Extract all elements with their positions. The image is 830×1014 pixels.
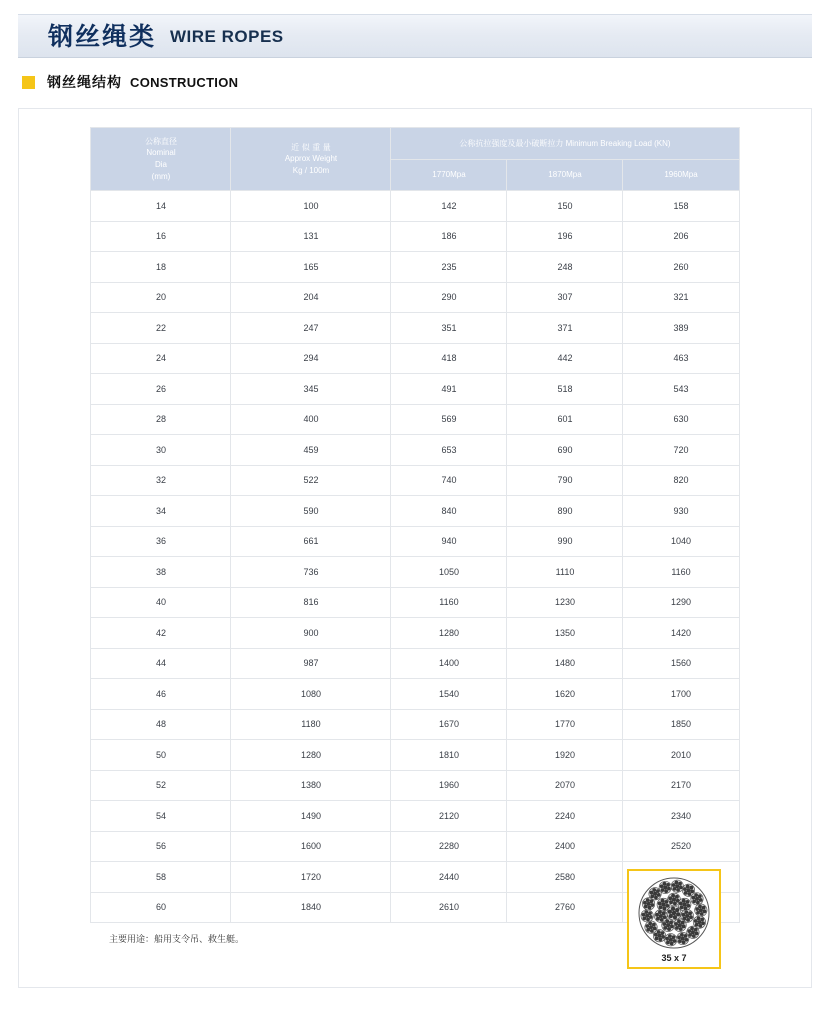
table-row — [91, 557, 739, 588]
table-cell: 1850 — [623, 709, 739, 740]
table-cell: 345 — [231, 374, 391, 405]
table-cell: 294 — [231, 343, 391, 374]
table-cell: 1280 — [231, 740, 391, 771]
table-cell: 204 — [231, 282, 391, 313]
table-head — [91, 128, 739, 191]
table-cell: 44 — [91, 648, 231, 679]
col-header-nominal-dia-unit: (mm) — [151, 171, 171, 181]
table-cell: 459 — [231, 435, 391, 466]
table-row — [91, 526, 739, 557]
table-row — [91, 343, 739, 374]
table-cell: 990 — [507, 526, 623, 557]
table-cell: 248 — [507, 252, 623, 283]
table-cell: 2580 — [507, 862, 623, 893]
col-header-approx-weight-en: Approx Weight — [284, 154, 338, 164]
table-cell: 890 — [507, 496, 623, 527]
table-cell: 56 — [91, 831, 231, 862]
table-cell: 1810 — [391, 740, 507, 771]
table-cell: 1600 — [231, 831, 391, 862]
table-cell: 1700 — [623, 679, 739, 710]
table-row — [91, 587, 739, 618]
table-cell: 22 — [91, 313, 231, 344]
table-cell: 930 — [623, 496, 739, 527]
col-header-approx-weight-cn: 近 似 重 量 — [291, 142, 331, 152]
table-cell: 60 — [91, 892, 231, 923]
col-header-nominal-dia-cn: 公称直径 — [144, 136, 177, 146]
table-cell: 720 — [623, 435, 739, 466]
col-header-approx-weight-unit: Kg / 100m — [292, 165, 330, 175]
table-row — [91, 496, 739, 527]
table-cell: 131 — [231, 221, 391, 252]
table-cell: 2170 — [623, 770, 739, 801]
table-cell: 661 — [231, 526, 391, 557]
page-title-cn: 钢丝绳类 — [48, 21, 157, 51]
table-cell: 1080 — [231, 679, 391, 710]
table-cell: 1670 — [391, 709, 507, 740]
table-cell: 30 — [91, 435, 231, 466]
table-cell: 1380 — [231, 770, 391, 801]
table-cell: 34 — [91, 496, 231, 527]
table-cell: 2070 — [507, 770, 623, 801]
table-cell: 20 — [91, 282, 231, 313]
usage-note: 主要用途：船用支令吊、救生艇。 — [109, 935, 245, 945]
section-heading-en: CONSTRUCTION — [130, 74, 239, 90]
table-cell: 321 — [623, 282, 739, 313]
table-cell: 2760 — [507, 892, 623, 923]
table-cell: 36 — [91, 526, 231, 557]
table-cell: 1180 — [231, 709, 391, 740]
table-cell: 100 — [231, 191, 391, 222]
table-cell: 2400 — [507, 831, 623, 862]
col-header-nominal-dia-en2: Dia — [154, 160, 167, 169]
table-cell: 1400 — [391, 648, 507, 679]
table-cell: 543 — [623, 374, 739, 405]
table-cell: 46 — [91, 679, 231, 710]
table-cell: 2610 — [391, 892, 507, 923]
table-cell: 235 — [391, 252, 507, 283]
table-cell: 1280 — [391, 618, 507, 649]
table-cell: 790 — [507, 465, 623, 496]
table-row — [91, 252, 739, 283]
wire-rope-spec-table — [90, 127, 739, 923]
table-cell: 987 — [231, 648, 391, 679]
table-cell: 2520 — [623, 831, 739, 862]
table-cell: 518 — [507, 374, 623, 405]
table-row — [91, 770, 739, 801]
table-cell: 371 — [507, 313, 623, 344]
table-row — [91, 831, 739, 862]
table-cell: 58 — [91, 862, 231, 893]
table-cell: 196 — [507, 221, 623, 252]
table-cell: 463 — [623, 343, 739, 374]
table-cell: 158 — [623, 191, 739, 222]
table-row — [91, 709, 739, 740]
table-cell: 307 — [507, 282, 623, 313]
table-cell: 26 — [91, 374, 231, 405]
table-cell: 630 — [623, 404, 739, 435]
table-cell: 18 — [91, 252, 231, 283]
table-cell: 816 — [231, 587, 391, 618]
table-cell: 1230 — [507, 587, 623, 618]
table-cell: 150 — [507, 191, 623, 222]
table-cell: 840 — [391, 496, 507, 527]
table-cell: 2240 — [507, 801, 623, 832]
table-cell: 2440 — [391, 862, 507, 893]
table-cell: 1620 — [507, 679, 623, 710]
table-row — [91, 221, 739, 252]
col-header-nominal-dia — [91, 128, 231, 191]
table-row — [91, 679, 739, 710]
table-cell: 16 — [91, 221, 231, 252]
table-cell: 1720 — [231, 862, 391, 893]
table-cell: 900 — [231, 618, 391, 649]
table-cell: 389 — [623, 313, 739, 344]
table-row — [91, 282, 739, 313]
table-cell: 1040 — [623, 526, 739, 557]
table-cell: 54 — [91, 801, 231, 832]
rope-cross-section-figure — [627, 869, 721, 969]
table-cell: 28 — [91, 404, 231, 435]
table-cell: 24 — [91, 343, 231, 374]
table-cell: 14 — [91, 191, 231, 222]
table-cell: 1350 — [507, 618, 623, 649]
table-row — [91, 618, 739, 649]
col-header-breaking-load-group: 公称抗拉强度及最小破断拉力 Minimum Breaking Load (KN) — [391, 128, 739, 160]
table-body — [91, 191, 739, 923]
table-cell: 400 — [231, 404, 391, 435]
col-header-approx-weight — [231, 128, 391, 191]
table-cell: 590 — [231, 496, 391, 527]
table-row — [91, 801, 739, 832]
section-heading-cn: 钢丝绳结构 — [47, 75, 122, 91]
table-cell: 40 — [91, 587, 231, 618]
table-row — [91, 435, 739, 466]
table-cell: 206 — [623, 221, 739, 252]
table-cell: 2010 — [623, 740, 739, 771]
table-cell: 1110 — [507, 557, 623, 588]
table-cell: 186 — [391, 221, 507, 252]
table-cell: 1480 — [507, 648, 623, 679]
table-cell: 418 — [391, 343, 507, 374]
table-row — [91, 404, 739, 435]
table-row — [91, 191, 739, 222]
table-row — [91, 740, 739, 771]
page-title-en: WIRE ROPES — [170, 26, 284, 46]
table-cell: 48 — [91, 709, 231, 740]
rope-cross-section-icon — [633, 875, 715, 953]
table-cell: 52 — [91, 770, 231, 801]
table-cell: 1540 — [391, 679, 507, 710]
col-header-mpa-1770: 1770Mpa — [391, 160, 507, 191]
table-cell: 1290 — [623, 587, 739, 618]
table-cell: 142 — [391, 191, 507, 222]
table-cell: 736 — [231, 557, 391, 588]
col-header-nominal-dia-en1: Nominal — [146, 148, 176, 158]
table-cell: 2280 — [391, 831, 507, 862]
page — [0, 14, 830, 1014]
rope-construction-label: 35 x 7 — [661, 953, 687, 963]
page-header — [18, 14, 812, 58]
col-header-mpa-1960: 1960Mpa — [623, 160, 739, 191]
table-cell: 1420 — [623, 618, 739, 649]
table-cell: 442 — [507, 343, 623, 374]
table-cell: 50 — [91, 740, 231, 771]
table-cell: 940 — [391, 526, 507, 557]
table-row — [91, 313, 739, 344]
table-cell: 569 — [391, 404, 507, 435]
table-cell: 351 — [391, 313, 507, 344]
table-cell: 690 — [507, 435, 623, 466]
table-row — [91, 465, 739, 496]
table-cell: 1560 — [623, 648, 739, 679]
section-heading — [22, 72, 830, 92]
bullet-square-icon — [22, 76, 35, 89]
table-cell: 1960 — [391, 770, 507, 801]
table-cell: 2120 — [391, 801, 507, 832]
table-cell: 260 — [623, 252, 739, 283]
table-cell: 522 — [231, 465, 391, 496]
table-cell: 601 — [507, 404, 623, 435]
table-cell: 653 — [391, 435, 507, 466]
table-cell: 290 — [391, 282, 507, 313]
table-cell: 1840 — [231, 892, 391, 923]
table-cell: 165 — [231, 252, 391, 283]
content-panel — [18, 108, 812, 988]
table-cell: 1160 — [623, 557, 739, 588]
table-cell: 1920 — [507, 740, 623, 771]
table-cell: 2340 — [623, 801, 739, 832]
table-cell: 32 — [91, 465, 231, 496]
table-cell: 247 — [231, 313, 391, 344]
table-cell: 42 — [91, 618, 231, 649]
table-cell: 1490 — [231, 801, 391, 832]
col-header-mpa-1870: 1870Mpa — [507, 160, 623, 191]
table-cell: 740 — [391, 465, 507, 496]
table-row — [91, 374, 739, 405]
table-cell: 820 — [623, 465, 739, 496]
table-row — [91, 648, 739, 679]
table-cell: 38 — [91, 557, 231, 588]
table-cell: 1160 — [391, 587, 507, 618]
table-cell: 1050 — [391, 557, 507, 588]
table-cell: 1770 — [507, 709, 623, 740]
table-cell: 491 — [391, 374, 507, 405]
